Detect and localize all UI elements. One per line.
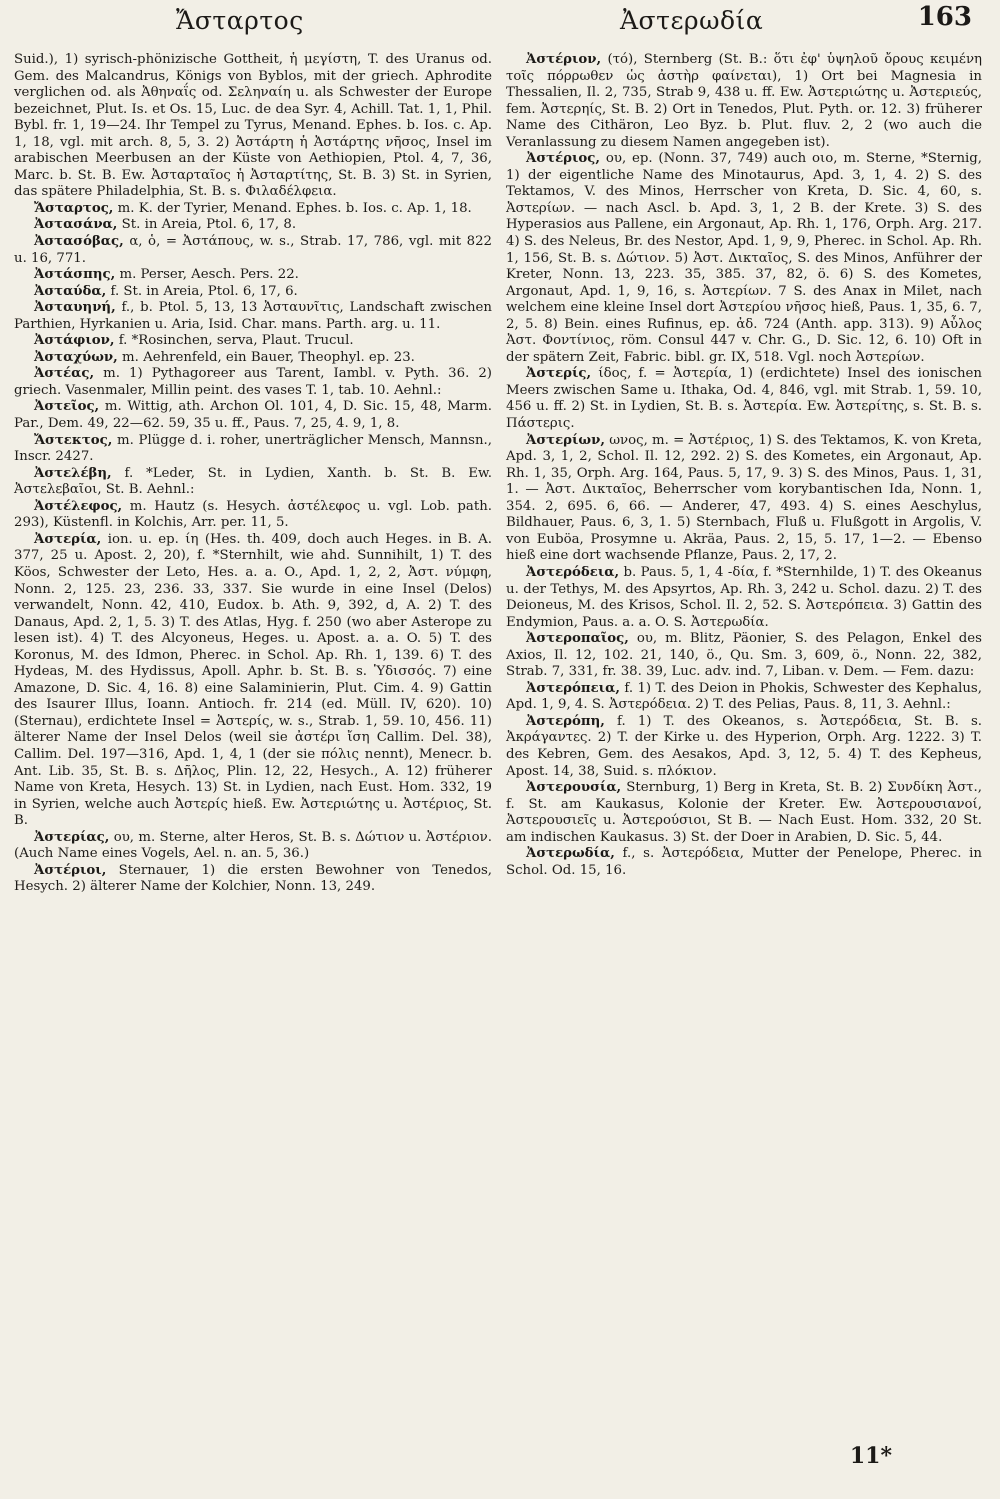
entry-headword: Ἀστερία, [34, 531, 102, 547]
dictionary-entry [14, 350, 492, 367]
entry-headword: Ἀστερουσία, [526, 780, 622, 796]
left-column [14, 52, 492, 896]
entry-body: m. Wittig, ath. Archon Ol. 101, 4, D. Sic. 15, 48, Marm. Par., Dem. 49, 22—62. 59, 35 u. ff., Paus. 7, 25, 4. 9, 1, 8. [14, 399, 492, 432]
entry-headword: Ἀστερίς, [526, 366, 592, 382]
entry-body: f. *Rosinchen, serva, Plaut. Trucul. [118, 333, 354, 349]
entry-headword: Ἀστέλεφος, [34, 498, 123, 514]
entry-body: Suid.), 1) syrisch-phönizische Gottheit, ἡ μεγίστη, T. des Uranus od. Gem. des Malcandrus, Königs von Byblos, mit der griech. Aphrodite verglichen od. als Ἀθηναΐς od. Σεληναίη u. als Schwester der Europe bezeichnet, Plut. Is. et Os. 15, Luc. de dea Syr. 4, Achill. Tat. 1, 1, Phil. Bybl. fr. 1, 19—24. Ihr Tempel zu Tyrus, Menand. Ephes. b. Ios. c. Ap. 1, 18, vgl. mit arch. 8, 5, 3. 2) Ἀστάρτη ἡ Ἀστάρτης νῆσος, Insel im arabischen Meerbusen an der Küste von Aethiopien, Ptol. 4, 7, 36, Marc. b. St. B. Ew. Ἀσταρταῖος ἡ Ἀσταρτίτης, St. B. 3) St. in Syrien, das spätere Philadelphia, St. B. s. Φιλαδέλφεια. [14, 52, 492, 200]
dictionary-entry [14, 300, 492, 333]
dictionary-entry [14, 284, 492, 301]
entry-body: f., b. Ptol. 5, 13, 13 Ἀσταυνῖτις, Landschaft zwischen Parthien, Hyrkanien u. Aria, Isid. Char. mans. Parth. arg. u. 11. [14, 300, 492, 332]
entry-headword: Ἀσταυηνή, [34, 300, 116, 316]
dictionary-entry [14, 532, 492, 830]
entry-headword: Ἀστερόπεια, [526, 680, 620, 696]
entry-body: f. 1) T. des Deion in Phokis, Schwester des Kephalus, Apd. 1, 9, 4. S. Ἀστερόδεια. 2) T. des Pelias, Paus. 8, 11, 3. Aehnl.: [506, 680, 982, 713]
dictionary-entry [506, 366, 982, 432]
entry-headword: Ἀστάφιον, [34, 333, 115, 349]
entry-body: (τό), Sternberg (St. B.: ὅτι ἐφ' ὑψηλοῦ ὄρους κειμένη τοῖς πόρρωθεν ὡς ἀστὴρ φαίνεται), 1) Ort bei Magnesia in Thessalien, Il. 2, 735, Strab 9, 438 u. ff. Ew. Ἀστεριώτης u. Ἀστεριεύς, fem. Ἀστερηίς, St. B. 2) Ort in Tenedos, Plut. Pyth. or. 12. 3) früherer Name des Cithäron, Leo Byz. b. Plut. fluv. 2, 2 (wo auch die Veranlassung zu diesem Namen angegeben ist). [506, 52, 982, 150]
dictionary-entry [506, 846, 982, 879]
dictionary-entry [14, 201, 492, 218]
entry-headword: Ἀστερωδία, [526, 846, 615, 862]
entry-headword: Ἀστεῖος, [34, 399, 100, 415]
entry-body: Sternauer, 1) die ersten Bewohner von Tenedos, Hesych. 2) älterer Name der Kolchier, Nonn. 13, 249. [14, 862, 492, 895]
dictionary-entry [506, 565, 982, 631]
entry-body: f. St. in Areia, Ptol. 6, 17, 6. [110, 283, 298, 299]
entry-headword: Ἀσταχύων, [34, 349, 118, 365]
entry-headword: Ἀσταύδα, [34, 283, 107, 299]
entry-headword: Ἀστερίων, [526, 432, 605, 448]
entry-headword: Ἀστεροπαῖος, [526, 631, 629, 647]
running-head-right: Ἀστερωδία [620, 6, 764, 35]
entry-headword: Ἀστέριος, [526, 151, 601, 167]
dictionary-entry [14, 863, 492, 896]
dictionary-entry [14, 234, 492, 267]
dictionary-entry [506, 780, 982, 846]
entry-body: m. K. der Tyrier, Menand. Ephes. b. Ios. c. Ap. 1, 18. [117, 200, 472, 216]
signature-mark: 11* [849, 1443, 892, 1469]
entry-body: b. Paus. 5, 1, 4 -δία, f. *Sternhilde, 1) T. des Okeanus u. der Tethys, M. des Apsyrtos, Ap. Rh. 3, 242 u. Schol. dazu. 2) T. des Deioneus, M. des Krisos, Schol. Il. 2, 52. S. Ἀστερόπεια. 3) Gattin des Endymion, Paus. a. a. O. S. Ἀστερωδία. [506, 564, 982, 630]
entry-body: f. 1) T. des Okeanos, s. Ἀστερόδεια, St. B. s. Ἀκράγαντες. 2) T. der Kirke u. des Hyperion, Orph. Arg. 1222. 3) T. des Kebren, Gem. des Aesakos, Apd. 3, 12, 5. 4) T. des Kepheus, Apost. 14, 38, Suid. s. πλόκιον. [506, 713, 982, 779]
entry-body: Sternburg, 1) Berg in Kreta, St. B. 2) Συνδίκη Ἀστ., f. St. am Kaukasus, Kolonie der Kreter. Ew. Ἀστερουσιανοί, Ἀστερουσιεῖς u. Ἀστερούσιοι, St B. — Nach Eust. Hom. 332, 20 St. am indischen Kaukasus. 3) St. der Doer in Arabien, D. Sic. 5, 44. [506, 780, 982, 845]
entry-body: ωνος, m. = Ἀστέριος, 1) S. des Tektamos, K. von Kreta, Apd. 3, 1, 2, Schol. Il. 12, 292. 2) S. des Kometes, ein Argonaut, Ap. Rh. 1, 35, Orph. Arg. 164, Paus. 5, 17, 9. 3) S. des Minos, Paus. 1, 31, 1. — Ἀστ. Δικταῖος, Beherrscher vom korybantischen Ida, Nonn. 1, 354. 2, 695. 6, 66. — Anderer, 47, 493. 4) S. eines Aeschylus, Bildhauer, Paus. 6, 3, 1. 5) Sternbach, Fluß u. Flußgott in Argolis, V. von Euböa, Prosymne u. Akräa, Paus. 2, 15, 5. 17, 1—2. — Ebenso hieß eine dort wachsende Pflanze, Paus. 2, 17, 2. [506, 432, 982, 564]
dictionary-entry [14, 267, 492, 284]
entry-headword: Ἀστερόπη, [526, 713, 605, 729]
entry-body: m. Plügge d. i. roher, unerträglicher Mensch, Mannsn., Inscr. 2427. [14, 432, 492, 465]
dictionary-entry [14, 466, 492, 499]
entry-body: α, ὁ, = Ἀστάπους, w. s., Strab. 17, 786, vgl. mit 822 u. 16, 771. [14, 234, 492, 266]
entry-headword: Ἄστεκτος, [34, 432, 113, 448]
dictionary-entry [506, 151, 982, 366]
running-head-left: Ἄσταρτος [176, 6, 304, 35]
dictionary-entry [506, 433, 982, 565]
dictionary-entry [14, 52, 492, 201]
entry-headword: Ἀστέριον, [526, 52, 602, 67]
entry-body: ου, m. Sterne, alter Heros, St. B. s. Δώτιον u. Ἀστέριον. (Auch Name eines Vogels, Ael. n. an. 5, 36.) [14, 829, 492, 862]
dictionary-entry [506, 631, 982, 681]
entry-body: m. Perser, Aesch. Pers. 22. [119, 267, 299, 283]
entry-body: ion. u. ep. ίη (Hes. th. 409, doch auch Heges. in B. A. 377, 25 u. Apost. 2, 20), f. *Sternhilt, wie ahd. Sunnihilt, 1) T. des Köos, Schwester der Leto, Hes. a. a. O., Apd. 1, 2, 2, Ἀστ. νύμφη, Nonn. 2, 125. 23, 236. 33, 337. Sie wurde in eine Insel (Delos) verwandelt, Nonn. 42, 410, Eudox. b. Ath. 9, 392, d, A. 2) T. des Danaus, Apd. 2, 1, 5. 3) T. des Atlas, Hyg. f. 250 (wo aber Asterope zu lesen ist). 4) T. des Alcyoneus, Heges. u. Apost. a. a. O. 5) T. des Koronus, M. des Idmon, Pherec. in Schol. Ap. Rh. 1, 139. 6) T. des Hydeas, M. des Hydissus, Apoll. Aphr. b. St. B. s. Ὑδισσός. 7) eine Amazone, D. Sic. 4, 16. 8) eine Salaminierin, Plut. Cim. 4. 9) Gattin des Isaurer Illus, Ioann. Antioch. fr. 214 (ed. Müll. IV, 620). 10) (Sternau), erdichtete Insel = Ἀστερίς, w. s., Strab. 1, 59. 10, 456. 11) älterer Name der Insel Delos (weil sie ἀστέρι ἴση Callim. Del. 38), Callim. Del. 197—316, Apd. 1, 4, 1 (der sie πόλις nennt), Menecr. b. Ant. Lib. 35, St. B. s. Δῆλος, Plin. 12, 22, Hesych., A. 12) früherer Name von Kreta, Hesych. 13) St. in Lydien, nach Eust. Hom. 332, 19 in Syrien, welche auch Ἀστερίς hieß. Ew. Ἀστεριώτης u. Ἀστέριος, St. B. [14, 531, 492, 829]
dictionary-entry [14, 499, 492, 532]
entry-headword: Ἀστέριοι, [34, 862, 107, 878]
entry-body: ου, ep. (Nonn. 37, 749) auch οιο, m. Sterne, *Sternig, 1) der eigentliche Name des Minotaurus, Apd. 3, 1, 4. 2) S. des Tektamos, V. des Minos, Herrscher von Kreta, D. Sic. 4, 60, s. Ἀστερίων. — nach Ascl. b. Apd. 3, 1, 2 B. der Krete. 3) S. des Hyperasios aus Pallene, ein Argonaut, Ap. Rh. 1, 176, Orph. Arg. 217. 4) S. des Neleus, Br. des Nestor, Apd. 1, 9, 9, Pherec. in Schol. Ap. Rh. 1, 156, St. B. s. Δώτιον. 5) Ἀστ. Δικταῖος, S. des Minos, Anführer der Kreter, Nonn. 13, 223. 35, 385. 37, 82, ö. 6) S. des Kometes, Argonaut, Apd. 1, 9, 16, s. Ἀστερίων. 7 S. des Anax in Milet, nach welchem eine kleine Insel dort Ἀστερίου νῆσος hieß, Paus. 1, 35, 6. 7, 2, 5. 8) Bein. eines Rufinus, ep. ἀδ. 724 (Anth. app. 313). 9) Αὖλος Ἀστ. Φοντίνιος, röm. Consul 447 v. Chr. G., D. Sic. 12, 6. 10) Oft in der spätern Zeit, Fabric. bibl. gr. IX, 518. Vgl. noch Ἀστερίων. [506, 151, 982, 365]
entry-body: m. Hautz (s. Hesych. ἀστέλεφος u. vgl. Lob. path. 293), Küstenfl. in Kolchis, Arr. per. 11, 5. [14, 498, 492, 531]
dictionary-entry [14, 433, 492, 466]
entry-headword: Ἀστασάνα, [34, 217, 118, 233]
entry-headword: Ἄσταρτος, [34, 200, 114, 216]
entry-body: m. Aehrenfeld, ein Bauer, Theophyl. ep. 23. [122, 349, 415, 365]
entry-body: m. 1) Pythagoreer aus Tarent, Iambl. v. Pyth. 36. 2) griech. Vasenmaler, Millin peint. des vases T. 1, tab. 10. Aehnl.: [14, 366, 492, 398]
dictionary-entry [14, 217, 492, 234]
dictionary-entry [14, 830, 492, 863]
entry-headword: Ἀστασόβας, [34, 234, 124, 250]
entry-headword: Ἀστελέβη, [34, 465, 112, 481]
dictionary-entry [14, 399, 492, 432]
entry-headword: Ἀστέας, [34, 366, 95, 382]
entry-body: ου, m. Blitz, Päonier, S. des Pelagon, Enkel des Axios, Il. 12, 102. 21, 140, ö., Qu. Sm. 3, 609, ö., Nonn. 22, 382, Strab. 7, 331, fr. 38. 39, Luc. adv. ind. 7, Liban. v. Dem. — Fem. dazu: [506, 631, 982, 680]
dictionary-entry [506, 681, 982, 714]
entry-body: St. in Areia, Ptol. 6, 17, 8. [121, 217, 297, 233]
entry-headword: Ἀστερίας, [34, 829, 110, 845]
entry-body: f., s. Ἀστερόδεια, Mutter der Penelope, Pherec. in Schol. Od. 15, 16. [506, 846, 982, 878]
dictionary-entry [506, 52, 982, 151]
entry-headword: Ἀστερόδεια, [526, 564, 620, 580]
entry-headword: Ἀστάσπης, [34, 267, 116, 283]
right-column [506, 52, 982, 879]
entry-body: ίδος, f. = Ἀστερία, 1) (erdichtete) Insel des ionischen Meers zwischen Same u. Ithaka, Od. 4, 846, vgl. mit Strab. 1, 59. 10, 456 u. ff. 2) St. in Lydien, St. B. s. Ἀστερία. Ew. Ἀστερίτης, s. St. B. s. Πάστερις. [506, 366, 982, 432]
dictionary-entry [14, 366, 492, 399]
page-number: 163 [917, 2, 972, 32]
dictionary-entry [506, 714, 982, 780]
entry-body: f. *Leder, St. in Lydien, Xanth. b. St. B. Ew. Ἀστελεβαῖοι, St. B. Aehnl.: [14, 465, 492, 498]
dictionary-entry [14, 333, 492, 350]
